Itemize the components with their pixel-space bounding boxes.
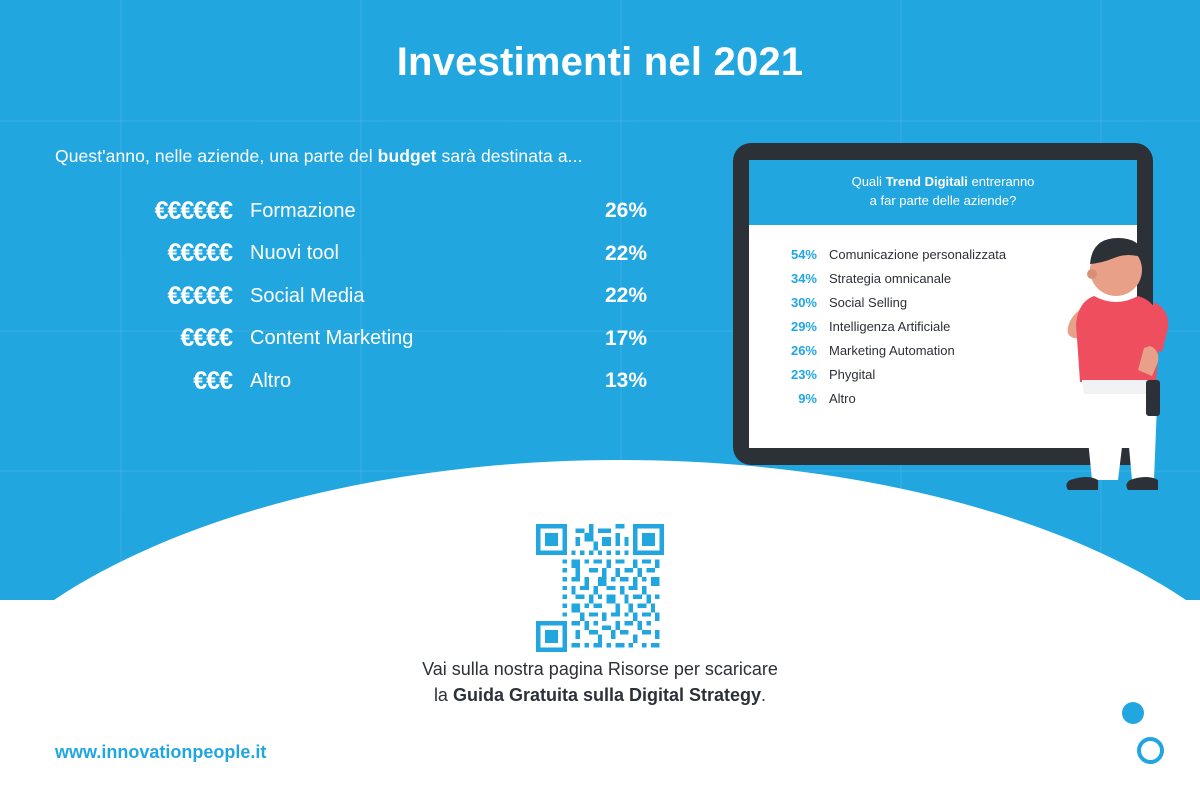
table-row [55, 275, 675, 318]
intro-after: sarà destinata a... [436, 146, 583, 166]
budget-percent: 13% [604, 369, 647, 393]
cta-line-1: Vai sulla nostra pagina Risorse per scaricare [422, 659, 778, 679]
brand-logo [1108, 702, 1164, 764]
qr-code[interactable] [536, 524, 664, 652]
euro-icons: €€€€€ [167, 239, 232, 268]
trend-percent: 34% [790, 270, 817, 286]
trend-label: Social Selling [829, 294, 908, 310]
trend-percent: 29% [790, 318, 817, 334]
logo-dot-solid [1122, 702, 1144, 724]
person-illustration [1050, 230, 1200, 550]
intro-text [55, 146, 583, 167]
budget-percent: 22% [604, 241, 647, 265]
trend-label: Intelligenza Artificiale [829, 318, 951, 334]
euro-icons: €€€€ [180, 324, 232, 353]
budget-label: Content Marketing [250, 327, 414, 350]
trend-percent: 26% [790, 342, 817, 358]
cta-line-2-before: la [433, 685, 453, 706]
trend-percent: 30% [790, 294, 817, 310]
trend-heading-bold: Trend Digitali [885, 174, 968, 189]
euro-icons: €€€€€ [167, 281, 232, 310]
cta-line-2-bold: Guida Gratuita sulla Digital Strategy [452, 685, 762, 706]
trend-label: Marketing Automation [829, 342, 955, 358]
logo-dot-ring [1137, 737, 1164, 764]
intro-bold: budget [377, 146, 437, 166]
page-title: Investimenti nel 2021 [396, 40, 804, 84]
trend-label: Phygital [829, 366, 876, 382]
table-row [55, 190, 675, 233]
budget-percent: 22% [604, 284, 647, 308]
cta-text [0, 656, 1200, 708]
trend-heading-l1-before: Quali [851, 174, 886, 189]
website-link[interactable]: www.innovationpeople.it [55, 742, 267, 762]
table-row [55, 233, 675, 276]
cta-line-2-after: . [761, 685, 767, 706]
budget-percent: 26% [604, 199, 647, 223]
trend-heading-l1-after: entreranno [967, 174, 1035, 189]
euro-icons: €€€€€€ [154, 196, 232, 225]
trend-percent: 23% [790, 366, 817, 382]
trend-percent: 9% [798, 390, 817, 406]
trend-label: Strategia omnicanale [829, 270, 952, 286]
trend-heading-l2: a far parte delle aziende? [869, 192, 1017, 208]
trend-label: Comunicazione personalizzata [829, 246, 1007, 262]
budget-percent: 17% [604, 326, 647, 350]
table-row [55, 318, 675, 361]
table-row [55, 360, 675, 403]
trend-label: Altro [829, 390, 856, 406]
intro-before: Quest'anno, nelle aziende, una parte del [55, 146, 378, 166]
budget-label: Altro [250, 369, 292, 392]
budget-label: Nuovi tool [250, 242, 339, 265]
budget-chart [55, 190, 675, 403]
budget-label: Social Media [250, 284, 365, 307]
euro-icons: €€€ [193, 366, 232, 395]
trend-percent: 54% [790, 246, 817, 262]
budget-label: Formazione [250, 199, 356, 222]
trend-heading [749, 160, 1137, 225]
